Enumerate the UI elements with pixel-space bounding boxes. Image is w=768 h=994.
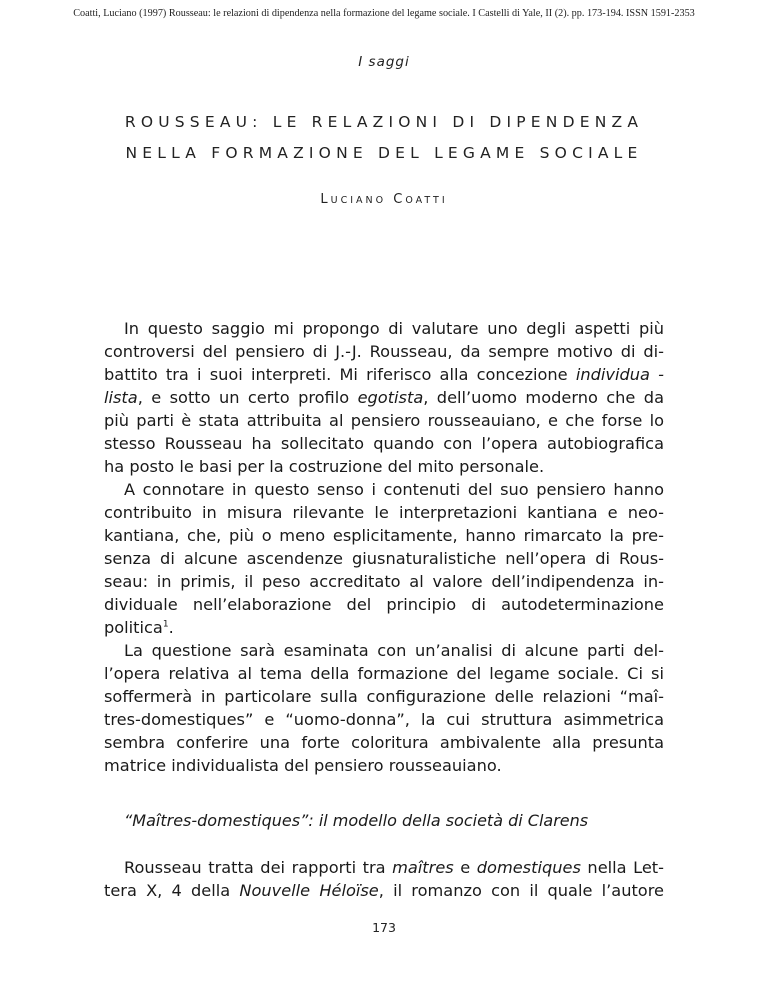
paragraph-2-line: A connotare in questo senso i contenuti del suo pensiero hanno <box>124 480 664 499</box>
section-label: I saggi <box>358 54 410 70</box>
emphasis: Nouvelle Héloïse <box>239 881 379 900</box>
paragraph-3-line: soffermerà in particolare sulla configurazione delle relazioni “maî- <box>104 687 664 706</box>
emphasis: egotista <box>357 388 424 407</box>
body-text-section-2 <box>104 856 664 902</box>
emphasis: domestiques <box>476 858 581 877</box>
text-run: battito tra i suoi interpreti. Mi riferisco alla concezione <box>104 365 576 384</box>
paragraph-4-line <box>104 856 664 879</box>
text-run: e <box>453 858 477 877</box>
emphasis: lista <box>104 388 138 407</box>
page-number: 173 <box>372 920 396 935</box>
text-run: , dell’uomo moderno che da <box>423 388 664 407</box>
paragraph-1-line: In questo saggio mi propongo di valutare uno degli aspetti più <box>124 319 664 338</box>
paragraph-1-line: più parti è stata attribuita al pensiero rousseauiano, e che forse lo <box>104 411 664 430</box>
paragraph-2-line: seau: in primis, il peso accreditato al valore dell’indipendenza in- <box>104 572 664 591</box>
paragraph-2-line <box>104 616 664 639</box>
author-last-initial: C <box>393 192 406 207</box>
author-last-rest: OATTI <box>405 195 448 206</box>
paragraph-1-line: ha posto le basi per la costruzione del mito personale. <box>104 457 545 476</box>
paragraph-3-line: La questione sarà esaminata con un’analisi di alcune parti del- <box>124 641 664 660</box>
emphasis: maîtres <box>392 858 454 877</box>
paragraph-2-line: senza di alcune ascendenze giusnaturalistiche nell’opera di Rous- <box>104 549 664 568</box>
article-title-line-1: ROUSSEAU: LE RELAZIONI DI DIPENDENZA <box>124 113 644 131</box>
author-first-initial: L <box>320 192 331 207</box>
paragraph-3-line: matrice individualista del pensiero rousseauiano. <box>104 756 502 775</box>
paragraph-2-line: dividuale nell’elaborazione del principio di autodeterminazione <box>104 595 664 614</box>
author-first-rest: UCIANO <box>330 195 387 206</box>
author-name <box>0 192 768 207</box>
paragraph-3-line: l’opera relativa al tema della formazione del legame sociale. Ci si <box>104 664 664 683</box>
citation-header: Coatti, Luciano (1997) Rousseau: le relazioni di dipendenza nella formazione del legame sociale. I Castelli di Yale, II (2). pp. 173-194. ISSN 1591-2353 <box>73 8 695 19</box>
paragraph-1-line: stesso Rousseau ha sollecitato quando con l’opera autobiografica <box>104 434 664 453</box>
text-run: . <box>168 618 174 637</box>
text-run: nella Let- <box>580 858 664 877</box>
text-run: tera X, 4 della <box>104 881 240 900</box>
text-run: , e sotto un certo profilo <box>137 388 358 407</box>
paragraph-1-line <box>104 363 664 386</box>
text-run: , il romanzo con il quale l’autore <box>378 881 664 900</box>
emphasis: individua - <box>575 365 664 384</box>
text-run: politica <box>104 618 163 637</box>
paragraph-1-line <box>104 386 664 409</box>
section-subheading: “Maîtres-domestiques”: il modello della società di Clarens <box>124 811 589 830</box>
text-run: Rousseau tratta dei rapporti tra <box>124 858 393 877</box>
paragraph-2-line: contribuito in misura rilevante le interpretazioni kantiana e neo- <box>104 503 664 522</box>
paragraph-3-line: sembra conferire una forte coloritura ambivalente alla presunta <box>104 733 664 752</box>
article-title-line-2: NELLA FORMAZIONE DEL LEGAME SOCIALE <box>125 144 643 162</box>
body-text <box>104 317 664 777</box>
paragraph-3-line: tres-domestiques” e “uomo-donna”, la cui struttura asimmetrica <box>104 710 664 729</box>
paragraph-2-line: kantiana, che, più o meno esplicitamente, hanno rimarcato la pre- <box>104 526 664 545</box>
paragraph-1-line: controversi del pensiero di J.-J. Rousseau, da sempre motivo di di- <box>104 342 664 361</box>
paragraph-4-line <box>104 879 664 902</box>
footnote-marker[interactable]: 1 <box>162 619 169 630</box>
